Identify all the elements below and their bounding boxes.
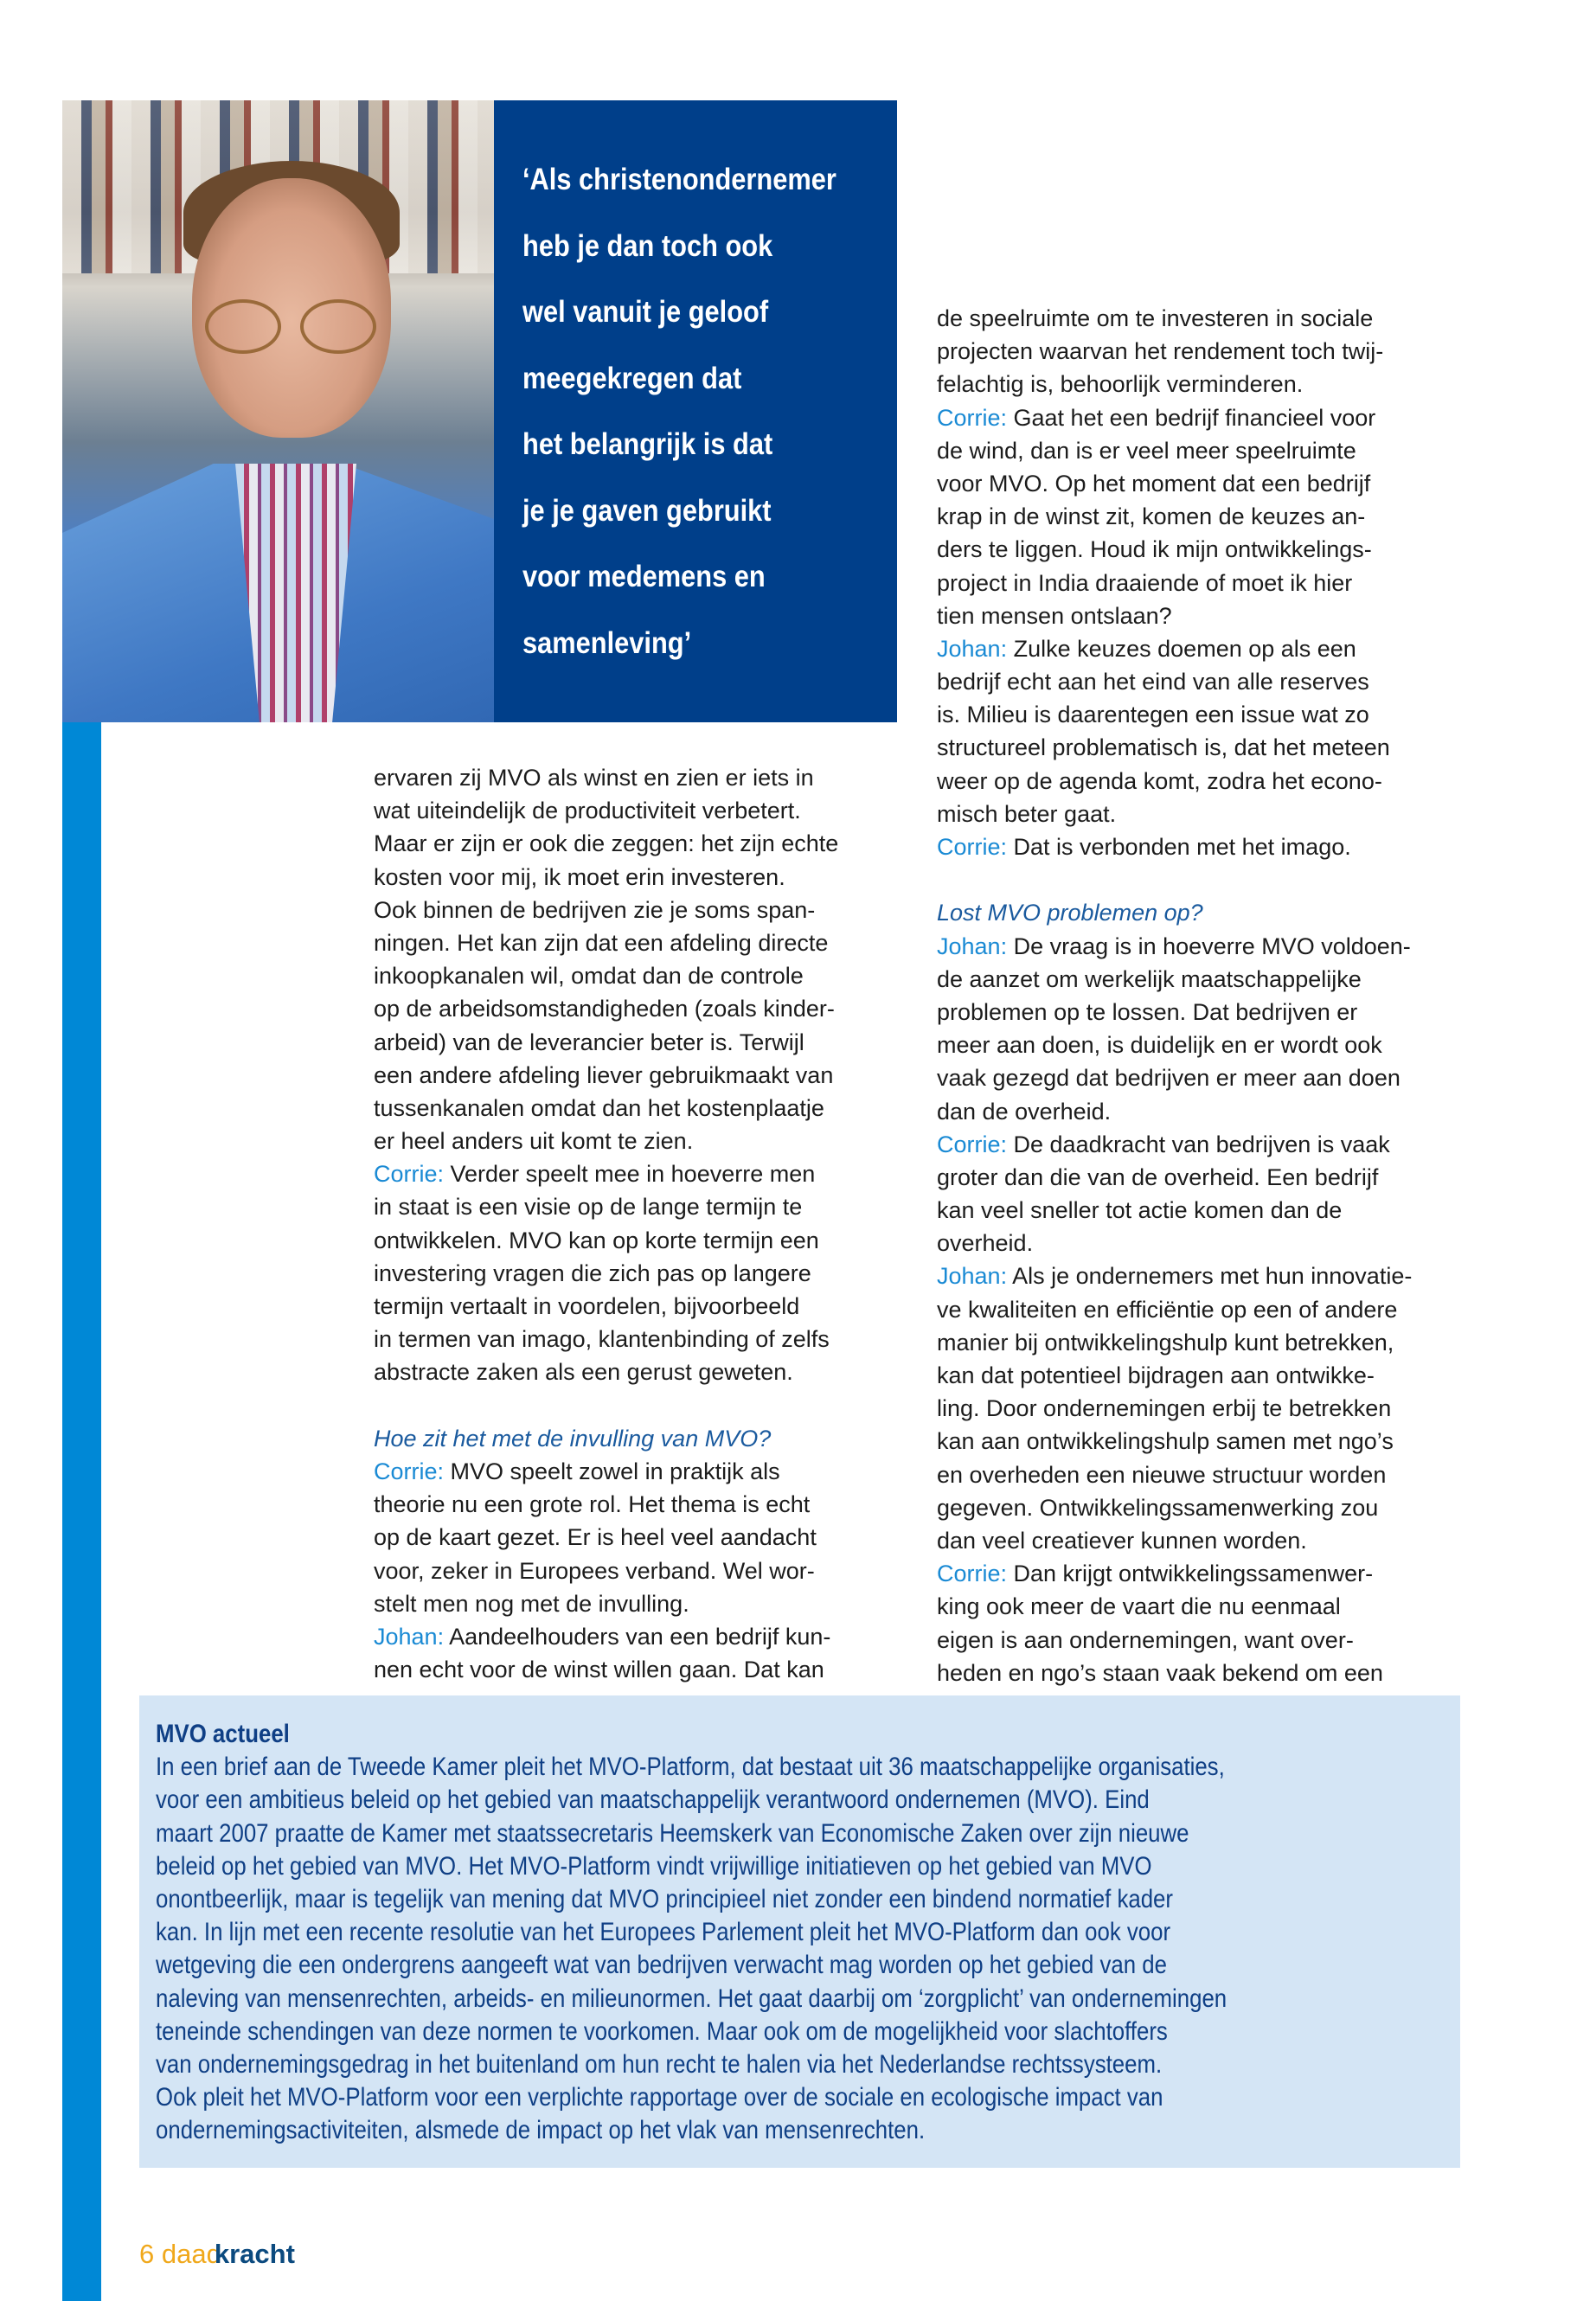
text-line	[937, 863, 1412, 896]
portrait-photo	[62, 100, 494, 722]
line-text: op de arbeidsomstandigheden (zoals kinder-	[374, 996, 835, 1022]
text-line	[374, 992, 838, 1025]
text-line	[374, 959, 838, 992]
line-text: meer aan doen, is duidelijk en er wordt ook	[937, 1032, 1382, 1059]
line-text: wat uiteindelijk de productiviteit verbetert.	[374, 798, 801, 824]
box-text-line: voor een ambitieus beleid op het gebied van maatschappelijk verantwoord ondernemen (MVO). Eind	[156, 1785, 1150, 1815]
text-line	[374, 1488, 838, 1521]
text-line	[937, 798, 1412, 830]
line-text: De vraag is in hoeverre MVO voldoen-	[1007, 933, 1411, 959]
speaker-label: Corrie:	[374, 1161, 445, 1188]
quote-line: je je gaven gebruikt	[522, 493, 772, 528]
line-text: Ook binnen de bedrijven zie je soms span-	[374, 896, 816, 923]
text-line	[937, 1227, 1412, 1259]
line-text: heden en ngo’s staan vaak bekend om een	[937, 1659, 1383, 1686]
speaker-label: Johan:	[937, 1263, 1008, 1290]
text-line	[374, 1455, 838, 1488]
line-text: kan dat potentieel bijdragen aan ontwikke-	[937, 1362, 1375, 1388]
glasses	[205, 299, 378, 351]
brand-daad: daad	[161, 2239, 221, 2269]
box-text-line: ondernemingsactiviteiten, alsmede de impact op het vlak van mensenrechten.	[156, 2116, 926, 2145]
box-text-line: van ondernemingsgedrag in het buitenland om hun recht te halen via het Nederlandse rechtssysteem.	[156, 2050, 1163, 2080]
section-heading: Hoe zit het met de invulling van MVO?	[374, 1425, 772, 1452]
line-text: dan de overheid.	[937, 1098, 1112, 1125]
line-text: felachtig is, behoorlijk verminderen.	[937, 371, 1304, 398]
text-line	[374, 1257, 838, 1290]
text-line	[937, 368, 1412, 401]
line-text: project in India draaiende of moet ik hier	[937, 569, 1353, 596]
text-line	[374, 1190, 838, 1223]
text-line	[374, 1620, 838, 1653]
text-line	[937, 1624, 1412, 1657]
line-text: Maar er zijn er ook die zeggen: het zijn echte	[374, 830, 839, 857]
line-text: tussenkanalen omdat dan het kostenplaatje	[374, 1094, 824, 1121]
line-text: overheid.	[937, 1230, 1034, 1257]
right-column	[937, 302, 1412, 1689]
text-line	[937, 1194, 1412, 1227]
line-text: en overheden een nieuwe structuur worden	[937, 1461, 1387, 1488]
line-text: Dan krijgt ontwikkelingssamenwer-	[1007, 1561, 1374, 1587]
line-text: krap in de winst zit, komen de keuzes an-	[937, 503, 1366, 530]
box-text-line: Ook pleit het MVO-Platform voor een verplichte rapportage over de sociale en ecologische impact van	[156, 2083, 1163, 2112]
line-text: nen echt voor de winst willen gaan. Dat kan	[374, 1657, 824, 1683]
box-text-line: kan. In lijn met een recente resolutie van het Europees Parlement pleit het MVO-Platform dan ook voor	[156, 1918, 1171, 1947]
text-line	[937, 1128, 1412, 1161]
text-line	[937, 1392, 1412, 1425]
speaker-label: Corrie:	[937, 834, 1008, 860]
text-line	[374, 861, 838, 894]
line-text: Gaat het een bedrijf financieel voor	[1007, 404, 1376, 431]
speaker-label: Corrie:	[937, 404, 1008, 431]
text-line	[937, 731, 1412, 764]
text-line	[937, 698, 1412, 731]
text-line	[937, 830, 1412, 863]
pull-quote	[494, 100, 897, 722]
text-line	[374, 1224, 838, 1257]
text-line	[374, 1653, 838, 1686]
box-title: MVO actueel	[156, 1720, 290, 1748]
line-text: inkoopkanalen wil, omdat dan de controle	[374, 963, 804, 990]
quote-line: het belangrijk is dat	[522, 427, 773, 461]
text-line	[937, 1557, 1412, 1590]
line-text: dan veel creatiever kunnen worden.	[937, 1527, 1307, 1554]
line-text: ders te liggen. Houd ik mijn ontwikkelings-	[937, 536, 1372, 563]
line-text: projecten waarvan het rendement toch twij-	[937, 338, 1384, 365]
quote-line: voor medemens en	[522, 560, 766, 593]
text-line	[937, 567, 1412, 599]
line-text: is. Milieu is daarentegen een issue wat zo	[937, 702, 1369, 728]
speaker-label: Corrie:	[937, 1561, 1008, 1587]
line-text: stelt men nog met de invulling.	[374, 1590, 689, 1617]
text-line	[374, 1026, 838, 1059]
speaker-label: Corrie:	[374, 1458, 445, 1484]
text-line	[937, 1524, 1412, 1557]
text-line	[374, 1059, 838, 1092]
quote-line: meegekregen dat	[522, 361, 742, 395]
line-text: kan aan ontwikkelingshulp samen met ngo’s	[937, 1428, 1394, 1455]
text-line	[374, 761, 838, 794]
text-line	[374, 1587, 838, 1620]
box-text-line: maart 2007 praatte de Kamer met staatssecretaris Heemskerk van Economische Zaken over zijn nieuwe	[156, 1818, 1189, 1848]
text-line	[937, 1458, 1412, 1491]
line-text: voor MVO. Op het moment dat een bedrijf	[937, 470, 1371, 497]
text-line	[374, 1092, 838, 1125]
line-text: gegeven. Ontwikkelingssamenwerking zou	[937, 1494, 1379, 1521]
mvo-actueel-box	[139, 1695, 1460, 2168]
section-heading: Lost MVO problemen op?	[937, 900, 1203, 926]
text-line	[937, 1326, 1412, 1359]
line-text: groter dan die van de overheid. Een bedrijf	[937, 1163, 1379, 1190]
text-line	[374, 1554, 838, 1587]
speaker-label: Johan:	[937, 635, 1008, 662]
line-text: structureel problematisch is, dat het meteen	[937, 734, 1390, 761]
quote-line: heb je dan toch ook	[522, 228, 773, 263]
line-text: eigen is aan ondernemingen, want over-	[937, 1626, 1354, 1653]
line-text: Zulke keuzes doemen op als een	[1007, 635, 1356, 662]
line-text: ervaren zij MVO als winst en zien er iets in	[374, 765, 814, 791]
left-column	[374, 761, 838, 1686]
text-line	[937, 930, 1412, 963]
page-number: 6	[139, 2239, 155, 2269]
text-line	[937, 500, 1412, 533]
text-line	[937, 665, 1412, 698]
text-line	[374, 926, 838, 959]
line-text: in staat is een visie op de lange termijn te	[374, 1194, 803, 1221]
line-text: abstracte zaken als een gerust geweten.	[374, 1359, 793, 1386]
text-line	[937, 467, 1412, 500]
box-text-line: naleving van mensenrechten, arbeids- en milieunormen. Het gaat daarbij om ‘zorgplicht’ van ondernemingen	[156, 1984, 1227, 2013]
text-line	[937, 765, 1412, 798]
line-text: Aandeelhouders van een bedrijf kun-	[444, 1623, 831, 1650]
text-line	[937, 1425, 1412, 1458]
text-line	[937, 1491, 1412, 1524]
line-text: arbeid) van de leverancier beter is. Terwijl	[374, 1029, 804, 1055]
text-line	[374, 794, 838, 827]
line-text: de aanzet om werkelijk maatschappelijke	[937, 965, 1362, 992]
text-line	[374, 1323, 838, 1356]
text-line	[374, 1125, 838, 1157]
text-line	[937, 996, 1412, 1029]
box-text-line: In een brief aan de Tweede Kamer pleit het MVO-Platform, dat bestaat uit 36 maatschappelijke organisaties,	[156, 1753, 1225, 1782]
line-text: weer op de agenda komt, zodra het econo-	[937, 767, 1382, 794]
line-text: de speelruimte om te investeren in sociale	[937, 305, 1374, 331]
line-text: een andere afdeling liever gebruikmaakt van	[374, 1061, 834, 1088]
text-line	[937, 1590, 1412, 1623]
line-text: ve kwaliteiten en efficiëntie op een of andere	[937, 1296, 1398, 1323]
line-text: ling. Door ondernemingen erbij te betrekken	[937, 1395, 1392, 1422]
text-line	[374, 1389, 838, 1422]
text-line	[937, 632, 1412, 665]
text-line	[937, 335, 1412, 368]
quote-line: samenleving’	[522, 625, 692, 660]
line-text: Verder speelt mee in hoeverre men	[444, 1161, 816, 1188]
line-text: ontwikkelen. MVO kan op korte termijn een	[374, 1227, 819, 1253]
text-line	[937, 1061, 1412, 1094]
text-line	[937, 1293, 1412, 1326]
text-line	[374, 894, 838, 926]
line-text: manier bij ontwikkelingshulp kunt betrekken,	[937, 1329, 1394, 1356]
text-line	[937, 533, 1412, 566]
text-line	[374, 1356, 838, 1388]
line-text: MVO speelt zowel in praktijk als	[444, 1458, 780, 1484]
line-text: De daadkracht van bedrijven is vaak	[1007, 1131, 1390, 1157]
text-line	[374, 1157, 838, 1190]
line-text: investering vragen die zich pas op langere	[374, 1259, 811, 1286]
line-text: vaak gezegd dat bedrijven er meer aan doen	[937, 1065, 1401, 1092]
brand-kracht: kracht	[214, 2239, 295, 2269]
quote-line: ‘Als christenondernemer	[522, 163, 836, 196]
text-line	[937, 599, 1412, 632]
box-text-line: wetgeving die een ondergrens aangeeft wat van bedrijven verwacht mag worden op het gebied van de	[156, 1951, 1167, 1980]
line-text: kan veel sneller tot actie komen dan de	[937, 1197, 1343, 1224]
quote-line: wel vanuit je geloof	[522, 295, 769, 329]
speaker-label: Corrie:	[937, 1131, 1008, 1157]
box-text-line: beleid op het gebied van MVO. Het MVO-Platform vindt vrijwillige initiatieven op het gebied van MVO	[156, 1851, 1152, 1881]
line-text: problemen op te lossen. Dat bedrijven er	[937, 998, 1358, 1025]
speaker-label: Johan:	[937, 933, 1008, 959]
line-text: misch beter gaat.	[937, 800, 1117, 827]
text-line	[937, 401, 1412, 434]
box-text-line: onontbeerlijk, maar is tegelijk van mening dat MVO principieel niet zonder een bindend normatief kader	[156, 1885, 1173, 1914]
line-text: de wind, dan is er veel meer speelruimte	[937, 437, 1356, 464]
line-text: op de kaart gezet. Er is heel veel aandacht	[374, 1524, 817, 1551]
speaker-label: Johan:	[374, 1623, 445, 1650]
box-text-line: teneinde schendingen van deze normen te voorkomen. Maar ook om de mogelijkheid voor slachtoffers	[156, 2016, 1168, 2046]
line-text: Dat is verbonden met het imago.	[1007, 834, 1351, 860]
text-line	[937, 302, 1412, 335]
text-line	[937, 1095, 1412, 1128]
text-line	[374, 1521, 838, 1554]
text-line	[937, 1259, 1412, 1292]
line-text: king ook meer de vaart die nu eenmaal	[937, 1593, 1341, 1620]
text-line	[937, 1029, 1412, 1061]
text-line	[937, 434, 1412, 467]
line-text: in termen van imago, klantenbinding of zelfs	[374, 1326, 830, 1353]
line-text: ningen. Het kan zijn dat een afdeling directe	[374, 929, 829, 956]
line-text: termijn vertaalt in voordelen, bijvoorbeeld	[374, 1293, 800, 1319]
line-text: er heel anders uit komt te zien.	[374, 1128, 694, 1155]
text-line	[374, 1290, 838, 1323]
text-line	[937, 963, 1412, 996]
line-text: Als je ondernemers met hun innovatie-	[1007, 1263, 1413, 1290]
text-line	[374, 827, 838, 860]
line-text: tien mensen ontslaan?	[937, 602, 1172, 629]
line-text: theorie nu een grote rol. Het thema is echt	[374, 1491, 811, 1518]
line-text: bedrijf echt aan het eind van alle reserves	[937, 669, 1369, 695]
text-line	[937, 1359, 1412, 1392]
text-line	[937, 1161, 1412, 1194]
text-line	[937, 1657, 1412, 1689]
page-footer	[139, 2239, 295, 2270]
line-text: voor, zeker in Europees verband. Wel wor-	[374, 1557, 815, 1584]
line-text: kosten voor mij, ik moet erin investeren.	[374, 863, 785, 890]
